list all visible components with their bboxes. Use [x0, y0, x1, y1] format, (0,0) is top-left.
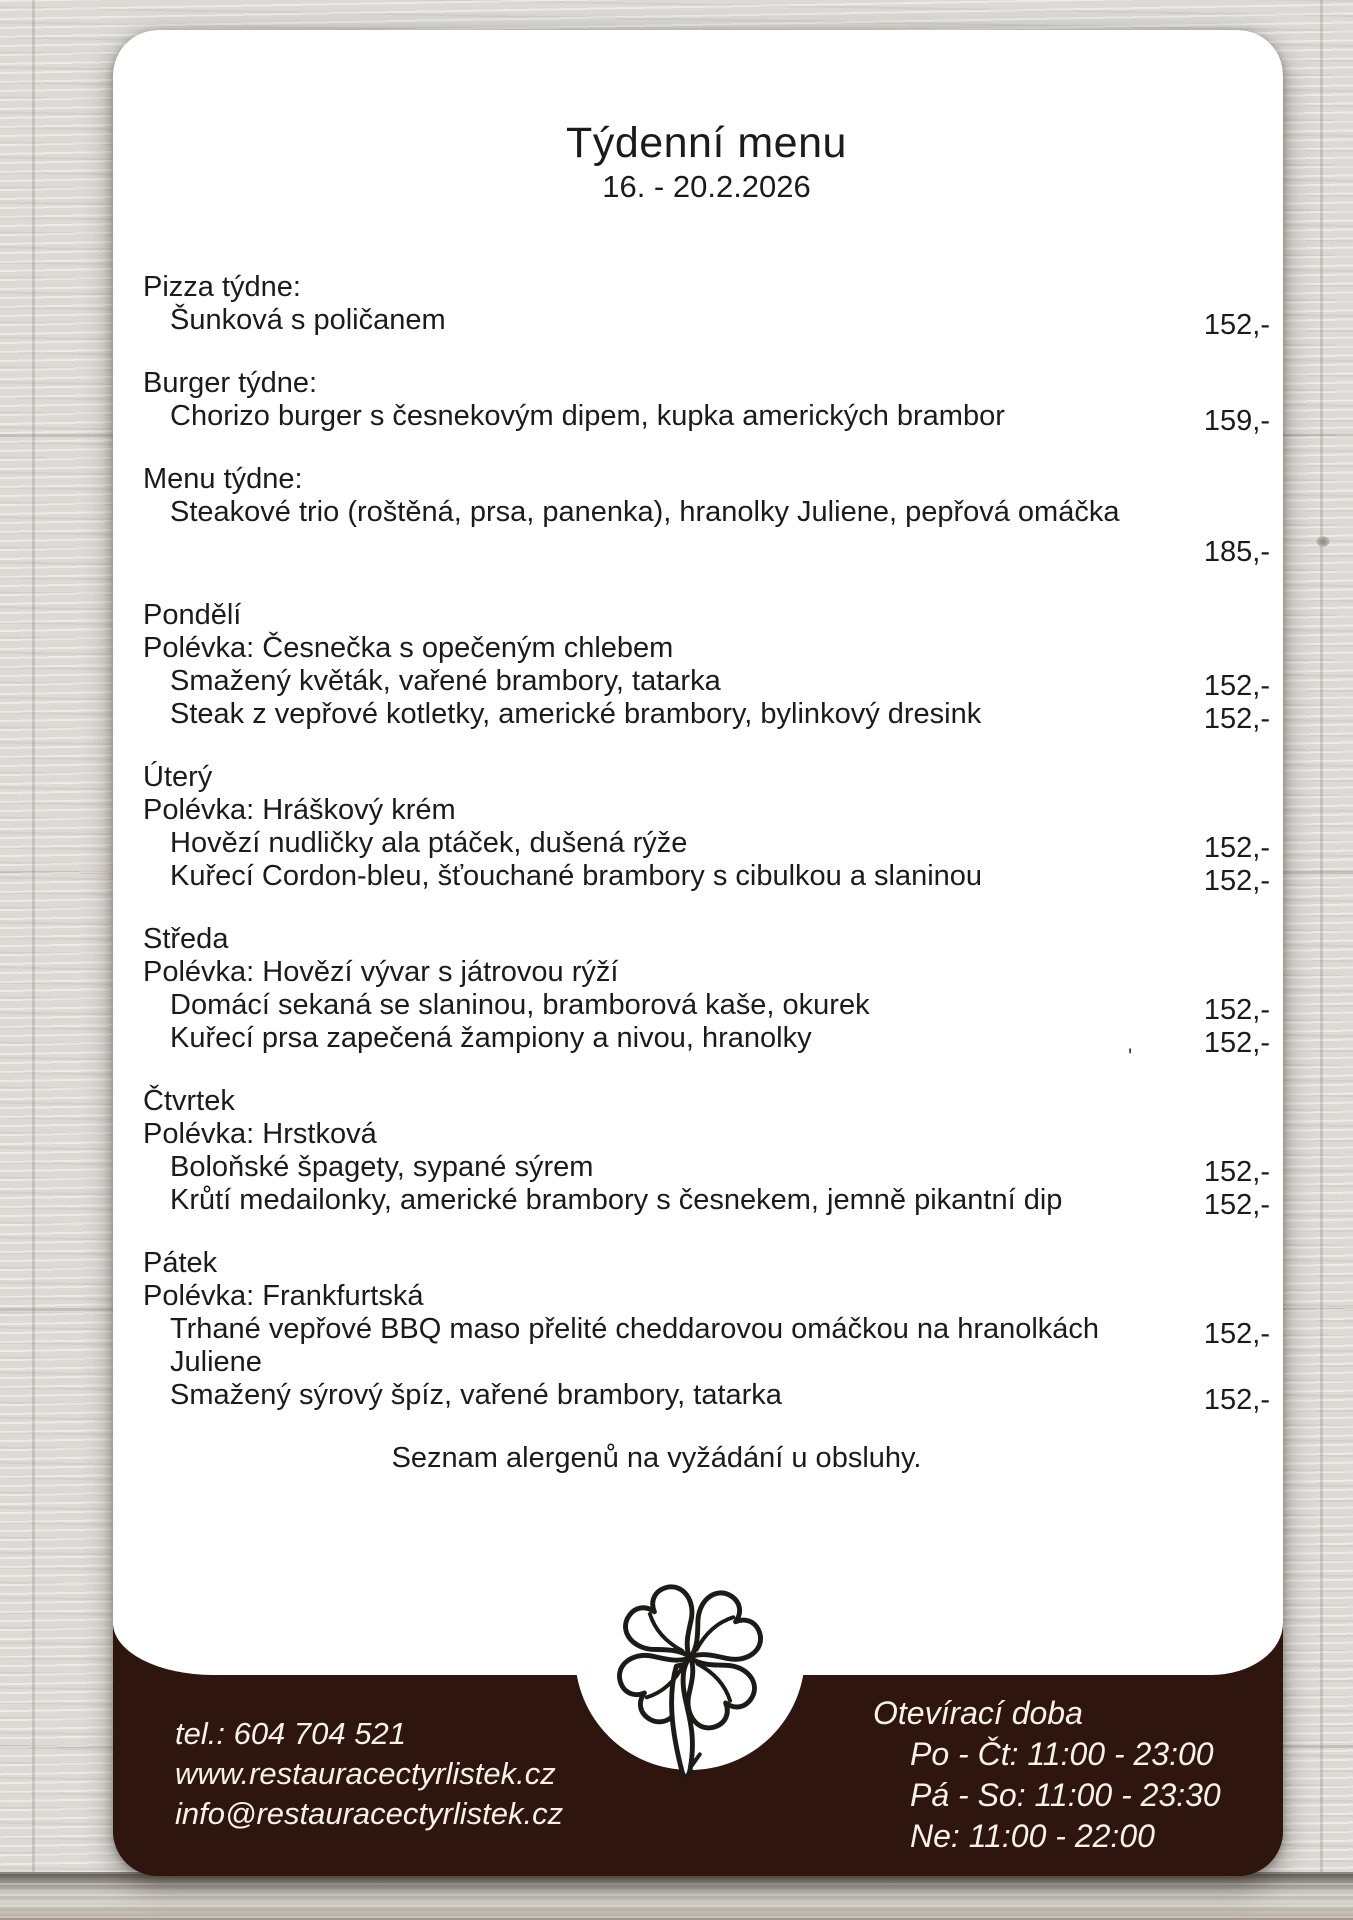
menu-item-text: [170, 665, 1204, 698]
menu-item-text: [170, 400, 1204, 433]
menu-section: [143, 463, 1270, 569]
item-price-row: [143, 536, 1270, 569]
soup-line: Polévka: Česnečka s opečeným chlebem: [143, 632, 674, 664]
item-price: 152,-: [1203, 703, 1270, 735]
menu-item-line: Steakové trio (roštěná, prsa, panenka), hranolky Juliene, pepřová omáčka: [170, 496, 1120, 528]
menu-section: [143, 923, 1270, 1059]
menu-item-line: Juliene: [170, 1346, 262, 1378]
item-price: 185,-: [1203, 536, 1270, 568]
menu-item: [143, 698, 1270, 735]
menu-item: [143, 827, 1270, 864]
menu-item: [143, 989, 1270, 1026]
section-heading: Pátek: [143, 1247, 218, 1279]
menu-content: [113, 30, 1283, 1475]
menu-section: [143, 1085, 1270, 1221]
menu-section: [143, 367, 1270, 437]
menu-item-line: Šunková s poličanem: [170, 304, 446, 336]
menu-item-text: [170, 989, 1204, 1022]
menu-item: [143, 1151, 1270, 1188]
menu-item: [143, 1313, 1270, 1379]
footer-phone: tel.: 604 704 521: [175, 1716, 406, 1751]
menu-item-text: [170, 1022, 1204, 1055]
soup-line: Polévka: Hrstková: [143, 1118, 377, 1150]
section-heading: Úterý: [143, 761, 213, 793]
menu-item-line: Smažený květák, vařené brambory, tatarka: [170, 665, 721, 697]
opening-hours-line: Pá - So: 11:00 - 23:30: [910, 1777, 1221, 1813]
menu-item-line: Krůtí medailonky, americké brambory s česnekem, jemně pikantní dip: [170, 1184, 1063, 1216]
wood-plank-groove-left: [32, 0, 35, 1920]
item-price: 152,-: [1203, 1384, 1270, 1416]
menu-item: [143, 1184, 1270, 1221]
stray-print-mark: ': [1128, 1044, 1133, 1069]
menu-item-line: Kuřecí Cordon-bleu, šťouchané brambory s cibulkou a slaninou: [170, 860, 983, 892]
section-heading: Čtvrtek: [143, 1085, 235, 1117]
section-heading: Středa: [143, 923, 229, 955]
item-price: 152,-: [1203, 670, 1270, 702]
menu-item: [143, 860, 1270, 897]
item-price: 159,-: [1203, 405, 1270, 437]
menu-item-text: [170, 1379, 1204, 1412]
menu-item: [143, 400, 1270, 437]
item-price: 152,-: [1203, 1156, 1270, 1188]
menu-item: [143, 1022, 1270, 1059]
page-title: Týdenní menu: [566, 119, 847, 167]
footer-contact: [175, 1714, 563, 1834]
soup-line: Polévka: Hovězí vývar s játrovou rýží: [143, 956, 619, 988]
menu-item: [143, 1379, 1270, 1416]
menu-section: [143, 271, 1270, 341]
menu-item-text: [170, 496, 1270, 529]
opening-hours: [873, 1693, 1221, 1857]
menu-item-line: Domácí sekaná se slaninou, bramborová kaše, okurek: [170, 989, 870, 1021]
opening-hours-lines: [910, 1734, 1221, 1857]
menu-item-text: [170, 860, 1204, 893]
item-price: 152,-: [1203, 994, 1270, 1026]
menu-item: [143, 665, 1270, 702]
item-price: 152,-: [1203, 1318, 1270, 1350]
menu-item-line: Chorizo burger s česnekovým dipem, kupka amerických brambor: [170, 400, 1005, 432]
opening-hours-line: Ne: 11:00 - 22:00: [910, 1818, 1155, 1854]
menu-item-line: Smažený sýrový špíz, vařené brambory, tatarka: [170, 1379, 782, 1411]
item-price: 152,-: [1203, 309, 1270, 341]
date-range: 16. - 20.2.2026: [602, 169, 811, 204]
table-edge-shadow: [0, 1872, 1353, 1920]
item-price: 152,-: [1203, 1027, 1270, 1059]
menu-item-text: [170, 827, 1204, 860]
section-heading: Pondělí: [143, 599, 242, 631]
item-price: 152,-: [1203, 1189, 1270, 1221]
allergen-note: Seznam alergenů na vyžádání u obsluhy.: [391, 1442, 922, 1474]
soup-line: Polévka: Hráškový krém: [143, 794, 456, 826]
menu-item-line: Steak z vepřové kotletky, americké brambory, bylinkový dresink: [170, 698, 982, 730]
menu-item-text: [170, 1184, 1204, 1217]
menu-item-text: [170, 1151, 1204, 1184]
menu-card: [113, 30, 1283, 1876]
menu-section: [143, 1247, 1270, 1416]
opening-hours-line: Po - Čt: 11:00 - 23:00: [910, 1736, 1214, 1772]
menu-item: [143, 496, 1270, 529]
menu-item-line: Boloňské špagety, sypané sýrem: [170, 1151, 594, 1183]
soup-line: Polévka: Frankfurtská: [143, 1280, 424, 1312]
menu-section: [143, 761, 1270, 897]
wood-knot: [1316, 536, 1330, 547]
footer-website: www.restauracectyrlistek.cz: [175, 1756, 556, 1791]
wood-plank-groove-right: [1320, 0, 1323, 1920]
menu-item-line: Hovězí nudličky ala ptáček, dušená rýže: [170, 827, 688, 859]
menu-sections: [143, 271, 1270, 1416]
footer-email: info@restauracectyrlistek.cz: [175, 1796, 564, 1831]
section-heading: Menu týdne:: [143, 463, 303, 495]
four-leaf-clover-icon: [592, 1562, 788, 1788]
item-price: 152,-: [1203, 865, 1270, 897]
menu-item-text: [170, 304, 1204, 337]
menu-item-text: [170, 698, 1204, 731]
section-heading: Pizza týdne:: [143, 271, 301, 303]
menu-item: [143, 304, 1270, 341]
menu-section: [143, 599, 1270, 735]
menu-item-line: Kuřecí prsa zapečená žampiony a nivou, hranolky: [170, 1022, 812, 1054]
menu-item-line: Trhané vepřové BBQ maso přelité cheddarovou omáčkou na hranolkách: [170, 1313, 1100, 1345]
section-heading: Burger týdne:: [143, 367, 318, 399]
menu-item-text: [170, 1313, 1204, 1379]
item-price: 152,-: [1203, 832, 1270, 864]
opening-hours-title: Otevírací doba: [873, 1695, 1083, 1731]
